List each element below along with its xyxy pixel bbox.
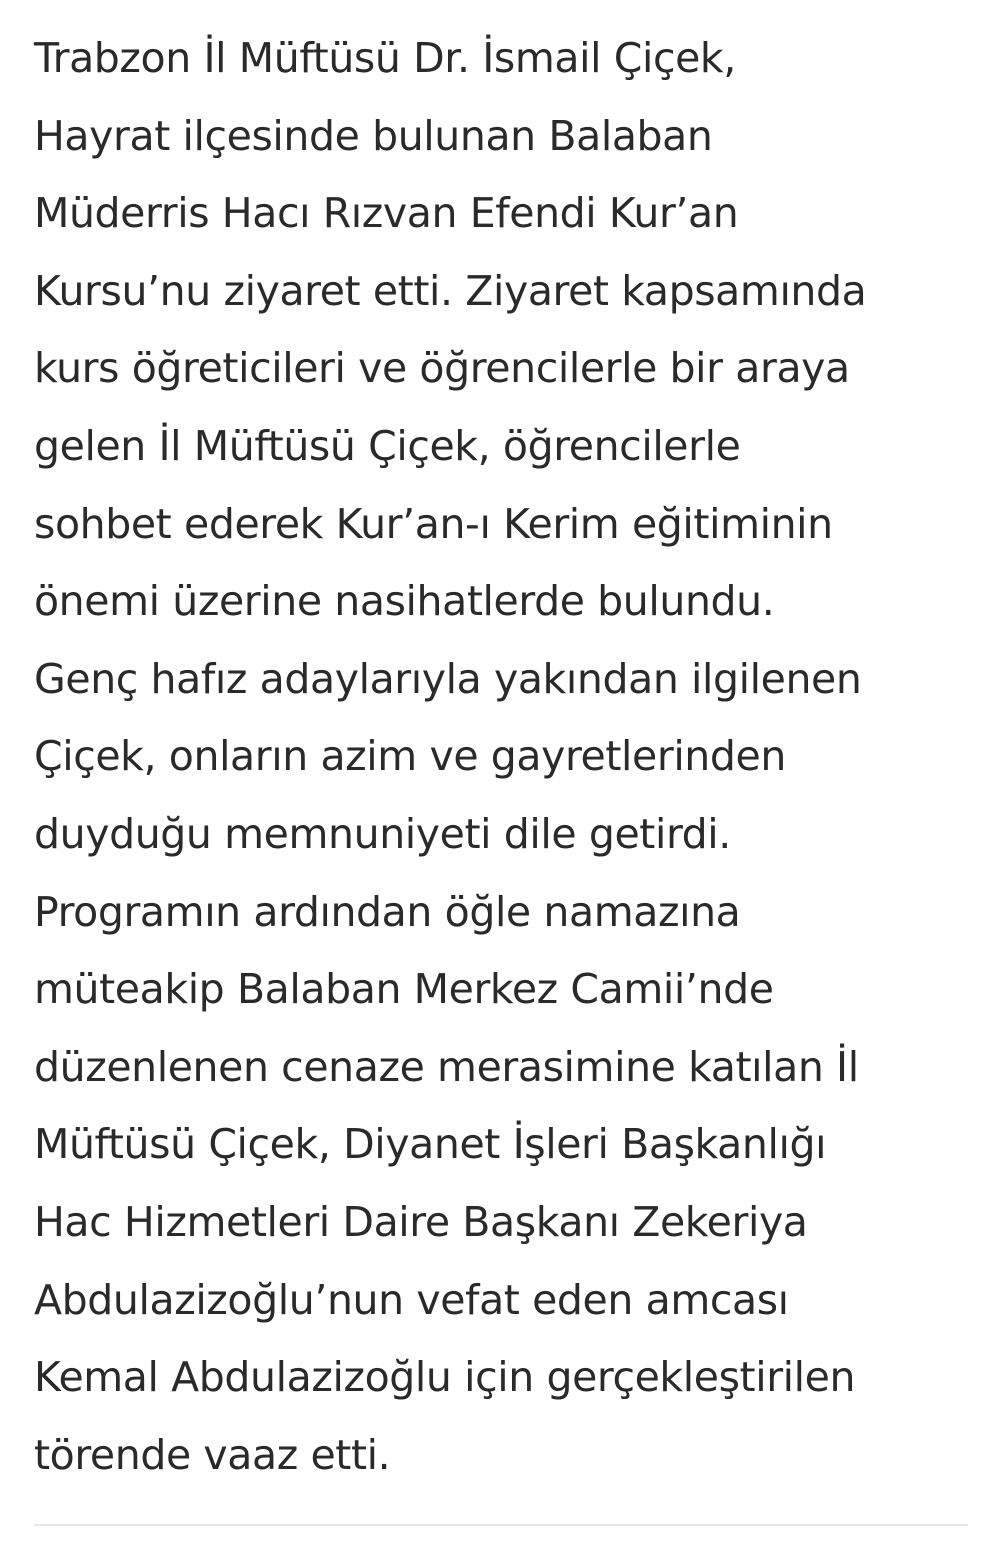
article-line: Programın ardından öğle namazına xyxy=(34,887,741,936)
article-line: Hayrat ilçesinde bulunan Balaban xyxy=(34,111,713,160)
article-line: Çiçek, onların azim ve gayretlerinden xyxy=(34,732,786,781)
article-line: Müderris Hacı Rızvan Efendi Kur’an xyxy=(34,189,739,238)
article-line: Trabzon İl Müftüsü Dr. İsmail Çiçek, xyxy=(34,34,736,82)
content-divider xyxy=(34,1524,968,1526)
article-line: Kemal Abdulazizoğlu için gerçekleştirilen xyxy=(34,1353,856,1402)
article-line: duyduğu memnuniyeti dile getirdi. xyxy=(34,809,731,858)
article-body xyxy=(34,20,974,1494)
article-line: kurs öğreticileri ve öğrencilerle bir araya xyxy=(34,344,850,393)
article-line: düzenlenen cenaze merasimine katılan İl xyxy=(34,1042,859,1091)
article-line: Genç hafız adaylarıyla yakından ilgilenen xyxy=(34,654,862,703)
article-line: Hac Hizmetleri Daire Başkanı Zekeriya xyxy=(34,1197,808,1246)
article-line: törende vaaz etti. xyxy=(34,1430,391,1479)
article-line: gelen İl Müftüsü Çiçek, öğrencilerle xyxy=(34,421,741,470)
article-line: Abdulazizoğlu’nun vefat eden amcası xyxy=(34,1275,789,1324)
article-line: sohbet ederek Kur’an-ı Kerim eğitiminin xyxy=(34,499,833,548)
article-line: Müftüsü Çiçek, Diyanet İşleri Başkanlığı xyxy=(34,1120,827,1169)
article-line: Kursu’nu ziyaret etti. Ziyaret kapsamında xyxy=(34,266,867,315)
article-line: müteakip Balaban Merkez Camii’nde xyxy=(34,965,774,1014)
article-line: önemi üzerine nasihatlerde bulundu. xyxy=(34,577,775,626)
